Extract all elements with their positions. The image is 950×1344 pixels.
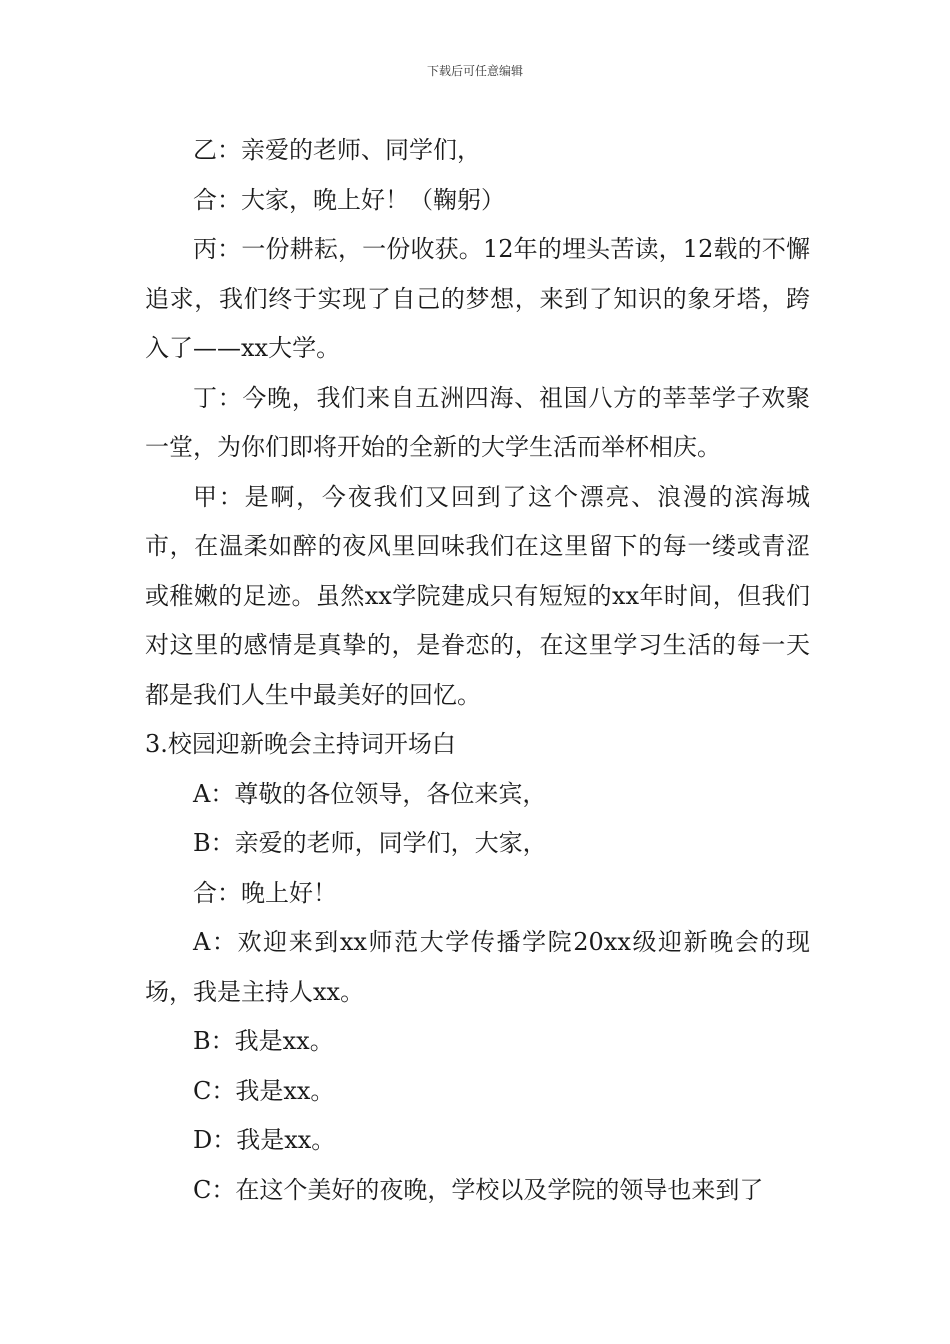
paragraph-b-intro: B：我是xx。 [193, 1027, 334, 1055]
paragraph-b-welcome: B：亲爱的老师，同学们，大家， [193, 829, 547, 857]
paragraph-a-intro: A：欢迎来到xx师范大学传播学院20xx级迎新晚会的现场，我是主持人xx。 [145, 928, 810, 1006]
paragraph-he-evening: 合：晚上好！ [193, 878, 337, 907]
paragraph-bing: 丙：一份耕耘，一份收获。12年的埋头苦读，12载的不懈追求，我们终于实现了自己的梦想，来到了知识的象牙塔，跨入了——xx大学。 [145, 235, 810, 362]
page-header: 下载后可任意编辑 [426, 64, 523, 78]
paragraph-a-welcome: A：尊敬的各位领导，各位来宾， [193, 779, 547, 808]
paragraph-jia: 甲：是啊，今夜我们又回到了这个漂亮、浪漫的滨海城市，在温柔如醉的夜风里回味我们在这里留下的每一缕或青涩或稚嫩的足迹。虽然xx学院建成只有短短的xx年时间，但我们对这里的感情是真挚的，是眷恋的，在这里学习生活的每一天都是我们人生中最美好的回忆。 [145, 482, 810, 709]
paragraph-d-intro: D：我是xx。 [193, 1126, 336, 1154]
document-body [145, 126, 810, 1215]
paragraph-c-leaders: C：在这个美好的夜晚，学校以及学院的领导也来到了 [193, 1175, 764, 1204]
paragraph-c-intro: C：我是xx。 [193, 1076, 335, 1105]
paragraph-ding: 丁：今晚，我们来自五洲四海、祖国八方的莘莘学子欢聚一堂，为你们即将开始的全新的大学生活而举杯相庆。 [145, 383, 810, 461]
paragraph-he-greeting: 合：大家，晚上好！（鞠躬） [193, 185, 505, 214]
paragraph-yi-greeting: 乙：亲爱的老师、同学们， [193, 136, 481, 164]
section-heading: 3.校园迎新晚会主持词开场白 [145, 730, 456, 758]
